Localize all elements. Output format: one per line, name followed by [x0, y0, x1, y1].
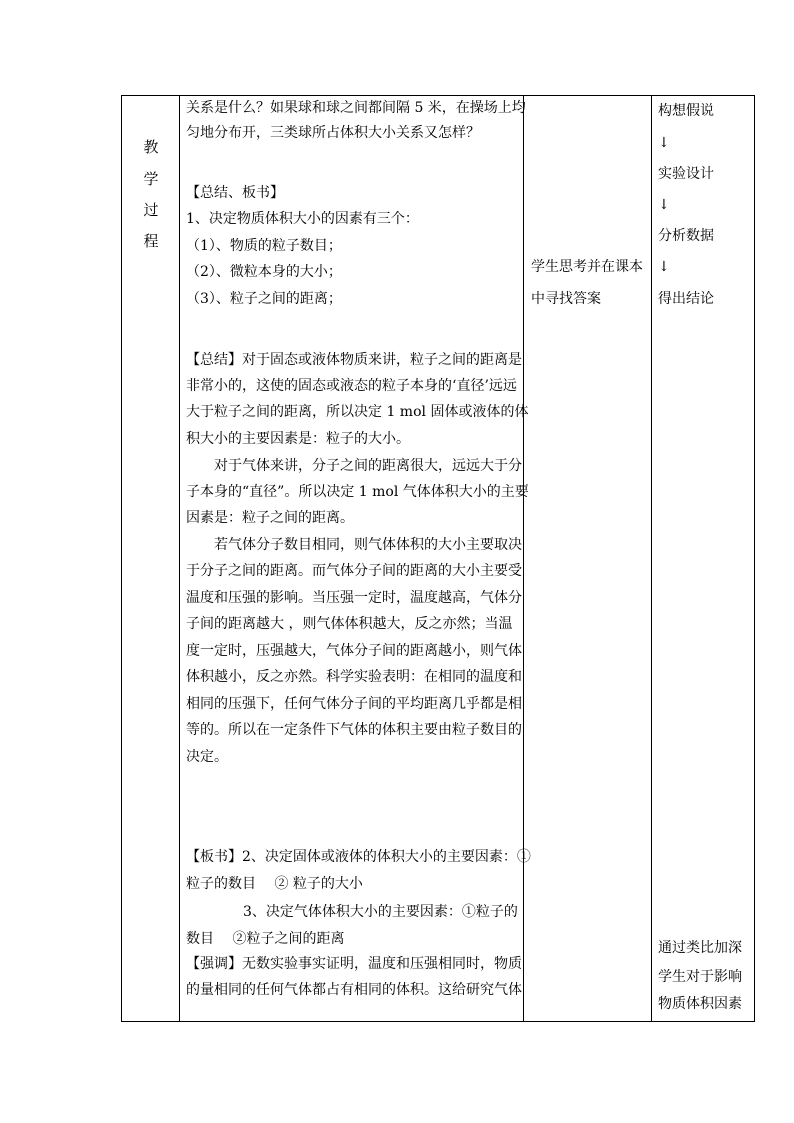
- design-intent-line: 分析数据: [658, 228, 714, 244]
- content-line: 关系是什么？如果球和球之间都间隔 5 米，在操场上均: [186, 100, 526, 116]
- content-line: 积大小的主要因素是：粒子的大小。: [186, 431, 410, 447]
- design-intent-line: 物质体积因素: [658, 996, 742, 1012]
- section-label-char: 程: [143, 232, 159, 250]
- content-line: 非常小的，这使的固态或液态的粒子本身的‘直径’远远: [186, 378, 517, 394]
- content-line: 体积越小，反之亦然。科学实验表明：在相同的温度和: [186, 669, 522, 685]
- lesson-table: [121, 95, 755, 1022]
- content-line: （3）、粒子之间的距离；: [186, 291, 342, 307]
- down-arrow-icon: ↓: [658, 197, 670, 213]
- column-divider: [523, 96, 524, 1021]
- content-line: 子本身的“直径”。所以决定 1 mol 气体体积大小的主要: [186, 484, 529, 500]
- content-line: 数目 ②粒子之间的距离: [186, 931, 345, 947]
- content-line: 等的。所以在一定条件下气体的体积主要由粒子数目的: [186, 722, 522, 738]
- content-line: 若气体分子数目相同，则气体体积的大小主要取决: [214, 537, 522, 553]
- content-line: 大于粒子之间的距离，所以决定 1 mol 固体或液体的体: [186, 404, 529, 420]
- content-line: 【板书】2、决定固体或液体的体积大小的主要因素：①: [186, 849, 531, 865]
- content-heading: 【总结、板书】: [186, 185, 284, 201]
- down-arrow-icon: ↓: [658, 259, 670, 275]
- content-line: 于分子之间的距离。而气体分子间的距离的大小主要受: [186, 563, 522, 579]
- student-activity-line: 中寻找答案: [531, 291, 601, 307]
- design-intent-line: 实验设计: [658, 166, 714, 182]
- content-line: 决定。: [186, 749, 228, 765]
- section-label-char: 教: [143, 138, 159, 156]
- content-line: 1、决定物质体积大小的因素有三个：: [186, 211, 419, 227]
- content-line: 【总结】对于固态或液体物质来讲，粒子之间的距离是: [186, 352, 522, 368]
- content-line: 的量相同的任何气体都占有相同的体积。这给研究气体: [186, 982, 522, 998]
- content-line: 相同的压强下，任何气体分子间的平均距离几乎都是相: [186, 696, 522, 712]
- content-line: 粒子的数目 ② 粒子的大小: [186, 876, 363, 892]
- content-line: （1）、物质的粒子数目；: [186, 238, 342, 254]
- design-intent-line: 学生对于影响: [658, 969, 742, 985]
- content-line: 温度和压强的影响。当压强一定时，温度越高，气体分: [186, 590, 522, 606]
- down-arrow-icon: ↓: [658, 135, 670, 151]
- content-line: 因素是：粒子之间的距离。: [186, 510, 354, 526]
- student-activity-line: 学生思考并在课本: [531, 259, 643, 275]
- content-line: 匀地分布开，三类球所占体积大小关系又怎样？: [186, 125, 480, 141]
- content-line: 【强调】无数实验事实证明，温度和压强相同时，物质: [186, 956, 522, 972]
- column-divider: [651, 96, 652, 1021]
- content-line: 子间的距离越大 ，则气体体积越大，反之亦然；当温: [186, 616, 513, 632]
- design-intent-line: 构想假说: [658, 103, 714, 119]
- content-line: 3、决定气体体积大小的主要因素：①粒子的: [243, 904, 518, 920]
- content-line: 对于气体来讲，分子之间的距离很大，远远大于分: [214, 458, 522, 474]
- design-intent-line: 通过类比加深: [658, 940, 742, 956]
- content-line: （2）、微粒本身的大小；: [186, 264, 342, 280]
- section-label-char: 学: [143, 170, 159, 188]
- section-label-char: 过: [143, 201, 159, 219]
- design-intent-line: 得出结论: [658, 291, 714, 307]
- content-line: 度一定时，压强越大，气体分子间的距离越小，则气体: [186, 643, 522, 659]
